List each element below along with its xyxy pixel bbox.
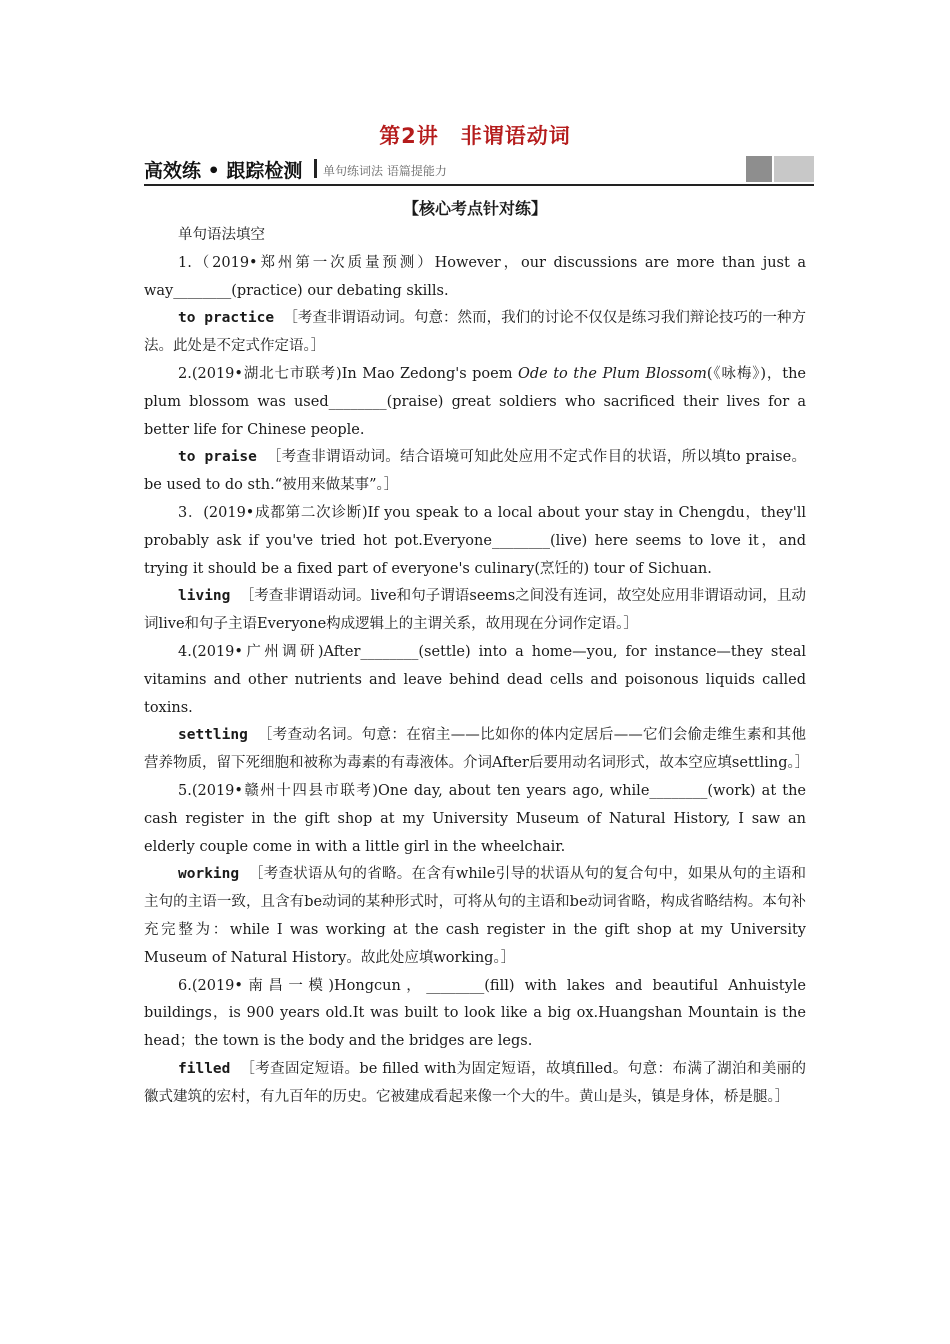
instruction: 单句语法填空 <box>178 227 265 243</box>
banner-subtitle: 单句练词法 语篇提能力 <box>323 164 447 178</box>
question-4: 4.(2019•广州调研)After________(settle) into a home—you, for instance—they steal vitamins and other nutrients and leave behind dead cells and poisonous liquids called toxins. <box>144 643 806 716</box>
decor-block-dark <box>746 156 772 182</box>
answer-key: living <box>178 588 231 605</box>
answer-5 <box>144 861 806 972</box>
banner-divider <box>314 159 317 178</box>
answer-key: filled <box>178 1060 231 1077</box>
explanation: ［考查非谓语动词。live和句子谓语seems之间没有连词，故空处应用非谓语动词，且动词live和句子主语Everyone构成逻辑上的主谓关系，故用现在分词作定语。］ <box>144 588 807 633</box>
section-heading: 【核心考点针对练】 <box>402 199 547 218</box>
question-3: 3．(2019•成都第二次诊断)If you speak to a local about your stay in Chengdu，they'll probably ask if you've tried hot pot.Everyone________(live) here seems to love it，and trying it should be a fixed part of everyone's culinary(烹饪的) tour of Sichuan. <box>144 504 806 577</box>
exercise-content <box>144 222 810 1112</box>
banner-title: 高效练 • 跟踪检测 <box>144 160 303 182</box>
question-6: 6.(2019•南昌一模)Hongcun，________(fill) with lakes and beautiful Anhuistyle buildings，is 900 years old.It was built to look like a big ox.Huangshan Mountain is the head；the town is the body and the bridges are legs. <box>144 977 806 1050</box>
explanation: ［考查状语从句的省略。在含有while引导的状语从句的复合句中，如果从句的主语和主句的主语一致，且含有be动词的某种形式时，可将从句的主语和be动词省略，构成省略结构。本句补充完整为：while I was working at the cash register in the gift shop at my University Museum of Natural History。故此处应填working。］ <box>144 866 807 966</box>
answer-key: to practice <box>178 310 275 327</box>
explanation: ［考查动名词。句意：在宿主——比如你的体内定居后——它们会偷走维生素和其他营养物质，留下死细胞和被称为毒素的有毒液体。介词After后要用动名词形式，故本空应填settling。］ <box>144 727 810 772</box>
banner-decoration <box>746 156 814 182</box>
explanation: ［考查非谓语动词。结合语境可知此处应用不定式作目的状语，所以填to praise。be used to do sth.“被用来做某事”。］ <box>144 449 806 494</box>
decor-block-light <box>774 156 814 182</box>
poem-title: Ode to the Plum Blossom <box>517 365 707 382</box>
answer-6 <box>144 1056 806 1112</box>
question-1: 1.（2019•郑州第一次质量预测）However，our discussions are more than just a way________(practice) our debating skills. <box>144 254 806 299</box>
answer-key: working <box>178 866 240 883</box>
explanation: ［考查非谓语动词。句意：然而，我们的讨论不仅仅是练习我们辩论技巧的一种方法。此处是不定式作定语。］ <box>144 310 806 355</box>
answer-1 <box>144 305 806 361</box>
question-2: 2.(2019•湖北七市联考)In Mao Zedong's poem Ode to the Plum Blossom(《咏梅》)，the plum blossom was used________(praise) great soldiers who sacrificed their lives for a better life for Chinese people. <box>144 365 807 438</box>
question-5: 5.(2019•赣州十四县市联考)One day, about ten years ago, while________(work) at the cash register in the gift shop at my University Museum of Natural History, I saw an elderly couple come in with a little girl in the wheelchair. <box>144 782 806 855</box>
page-title: 第2讲 非谓语动词 <box>379 124 571 148</box>
answer-3 <box>144 583 806 639</box>
answer-2 <box>144 444 806 500</box>
answer-4 <box>144 722 810 778</box>
answer-key: settling <box>178 727 248 744</box>
answer-key: to praise <box>178 449 257 466</box>
explanation: ［考查固定短语。be filled with为固定短语，故填filled。句意：布满了湖泊和美丽的徽式建筑的宏村，有九百年的历史。它被建成看起来像一个大的牛。黄山是头，镇是身体，桥是腿。］ <box>144 1060 806 1105</box>
header-banner <box>144 156 814 186</box>
